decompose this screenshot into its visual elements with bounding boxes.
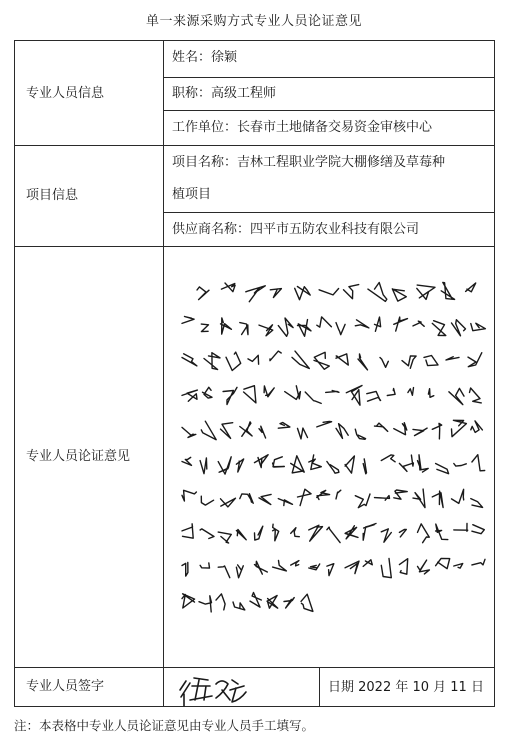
opinion-label: 专业人员论证意见 bbox=[26, 449, 131, 464]
footnote: 注：本表格中专业人员论证意见由专业人员手工填写。 bbox=[14, 718, 315, 733]
project-info-label: 项目信息 bbox=[26, 188, 79, 203]
expert-info-label: 专业人员信息 bbox=[26, 86, 105, 101]
supplier-name: 供应商名称：四平市五防农业科技有限公司 bbox=[172, 222, 420, 237]
expert-title: 职称：高级工程师 bbox=[172, 86, 277, 101]
project-name-line2: 植项目 bbox=[172, 187, 212, 202]
signature-date: 日期 2022 年 10 月 11 日 bbox=[328, 680, 484, 695]
expert-name: 姓名：徐颖 bbox=[172, 50, 238, 65]
signature-label: 专业人员签字 bbox=[26, 679, 105, 694]
document-title: 单一来源采购方式专业人员论证意见 bbox=[145, 14, 362, 29]
project-name-line1: 项目名称：吉林工程职业学院大棚修缮及草莓种 bbox=[172, 155, 446, 170]
expert-workplace: 工作单位：长春市土地储备交易资金审核中心 bbox=[172, 120, 433, 135]
